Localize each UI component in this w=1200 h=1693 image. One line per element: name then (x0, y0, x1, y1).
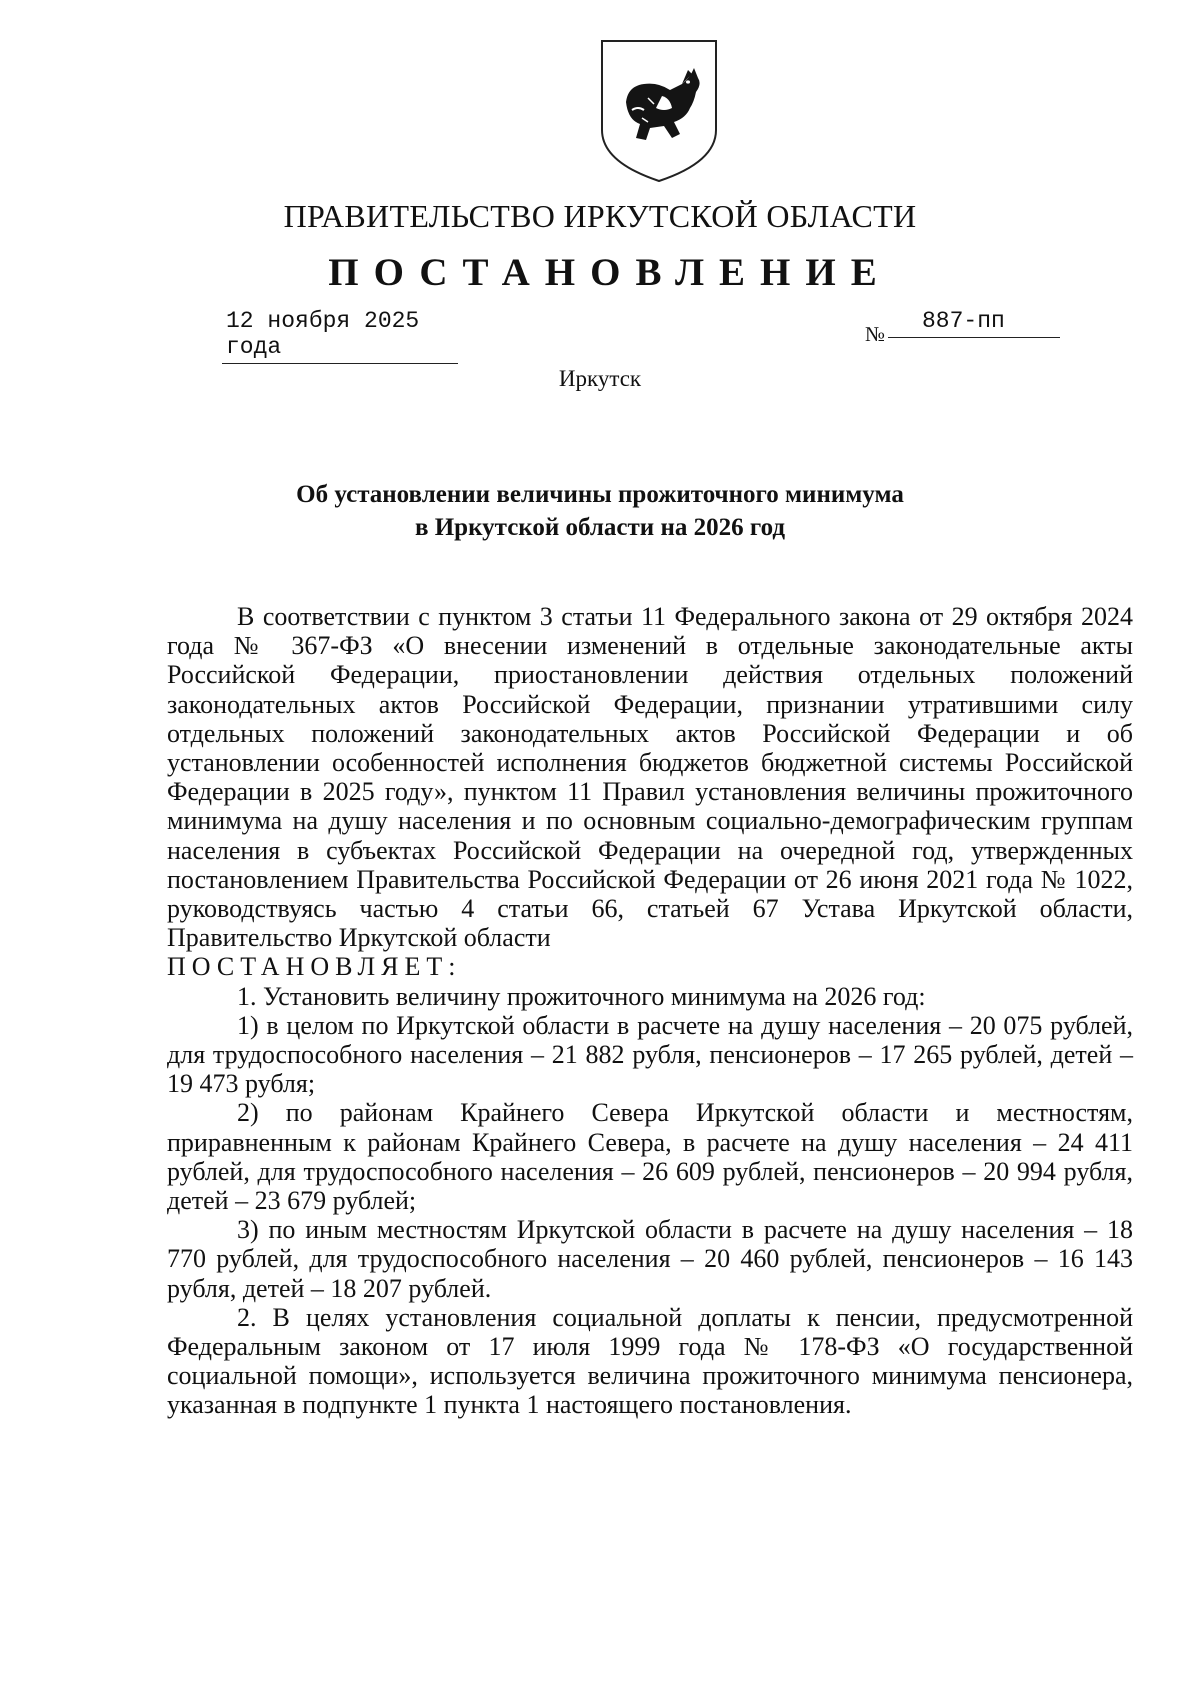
irkutsk-coat-of-arms-icon (598, 38, 720, 184)
clause-1-3: 3) по иным местностям Иркутской области в расчете на душу населения – 18 770 рублей, для трудоспособного населения – 20 460 рублей, пенсионеров – 16 143 рубля, детей – 18 207 рублей. (167, 1215, 1133, 1303)
document-date: 12 ноября 2025 года (222, 308, 458, 364)
city-name: Иркутск (558, 366, 642, 391)
document-type: ПОСТАНОВЛЕНИЕ (328, 251, 892, 294)
document-subject (0, 478, 1200, 544)
document-number: 887-пп (888, 308, 1060, 338)
clause-1-2: 2) по районам Крайнего Севера Иркутской области и местностям, приравненным к районам Крайнего Севера, в расчете на душу населения – 24 411 рублей, для трудоспособного населения – 26 609 рублей, пенсионеров – 20 994 рубля, детей – 23 679 рублей; (167, 1098, 1133, 1216)
government-title: ПРАВИТЕЛЬСТВО ИРКУТСКОЙ ОБЛАСТИ (283, 198, 917, 234)
clause-1-1: 1) в целом по Иркутской области в расчете на душу населения – 20 075 рублей, для трудоспособного населения – 21 882 рубля, пенсионеров – 17 265 рублей, детей – 19 473 рубля; (167, 1010, 1133, 1099)
resolves-heading: ПОСТАНОВЛЯЕТ: (167, 952, 462, 982)
clause-2: 2. В целях установления социальной доплаты к пенсии, предусмотренной Федеральным законом от 17 июля 1999 года № 178-ФЗ «О государственной социальной помощи», используется величина прожиточного минимума пенсионера, указанная в подпункте 1 пункта 1 настоящего постановления. (167, 1302, 1133, 1420)
clause-1: 1. Установить величину прожиточного минимума на 2026 год: (237, 981, 926, 1011)
document-body (167, 602, 1133, 1420)
subject-line: Об установлении величины прожиточного минимума (296, 481, 904, 508)
number-sign: № (865, 322, 886, 346)
preamble-paragraph: В соответствии с пунктом 3 статьи 11 Федерального закона от 29 октября 2024 года № 367-ФЗ «О внесении изменений в отдельные законодательные акты Российской Федерации, приостановлении действия отдельных положений законодательных актов Российской Федерации, признании утратившими силу отдельных положений законодательных актов Российской Федерации и об установлении особенностей исполнения бюджетов бюджетной системы Российской Федерации в 2025 году», пунктом 11 Правил установления величины прожиточного минимума на душу населения и по основным социально-демографическим группам населения в субъектах Российской Федерации на очередной год, утвержденных постановлением Правительства Российской Федерации от 26 июня 2021 года № 1022, руководствуясь частью 4 статьи 66, статьей 67 Устава Иркутской области, Правительство Иркутской области (167, 602, 1133, 953)
subject-line: в Иркутской области на 2026 год (414, 514, 786, 541)
